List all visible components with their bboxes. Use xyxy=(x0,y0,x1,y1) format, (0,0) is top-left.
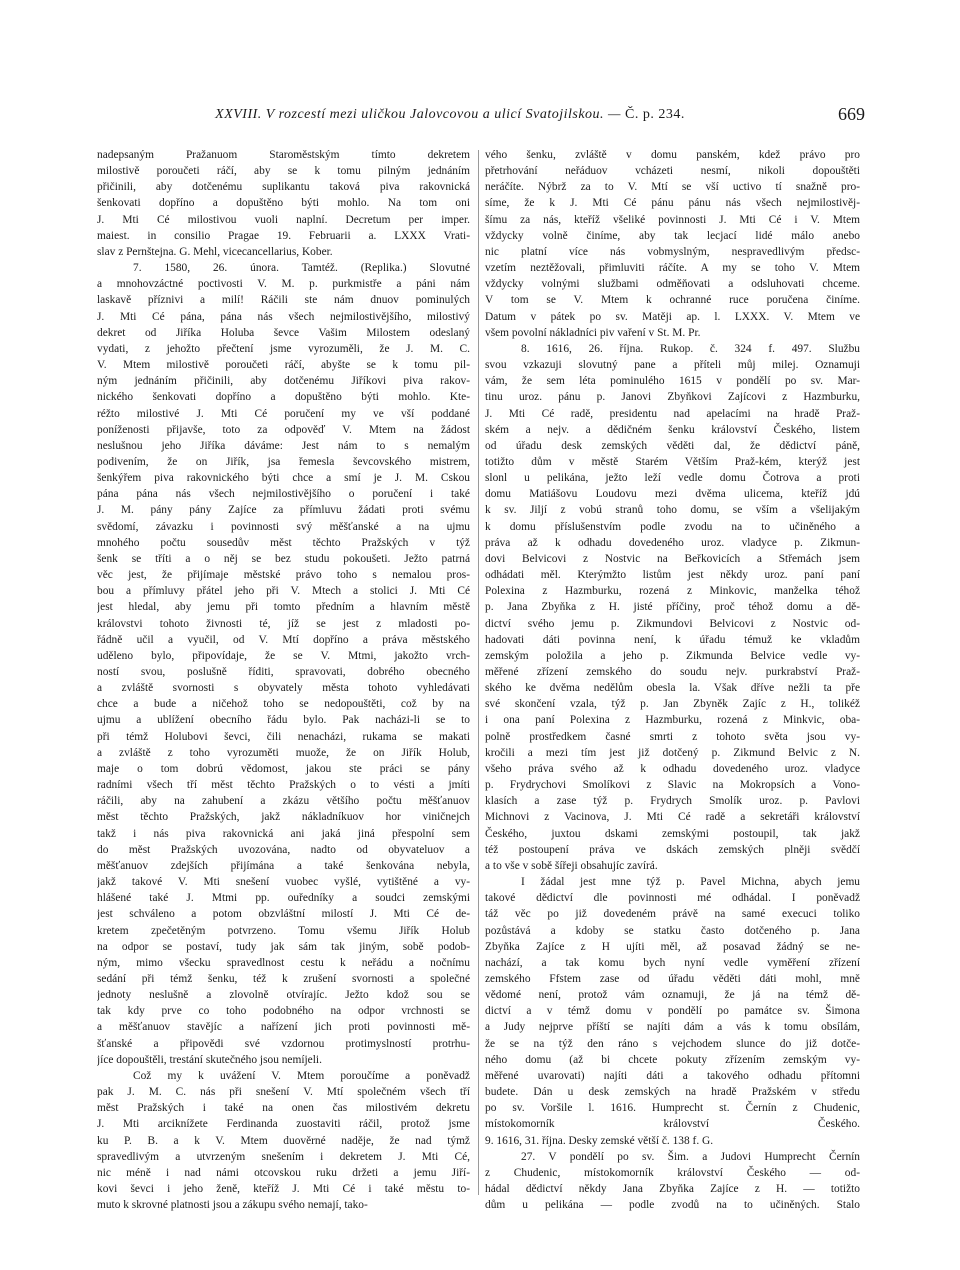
text-line: J. Mti Cé radě, presidentu nad apelacími na hradě Praž- xyxy=(485,407,860,420)
text-line: že se na týž den ráno s vejchodem slunce do již dotče- xyxy=(485,1037,860,1050)
text-line: a zvláště svornosti s obyvately města tohoto vyhledávati xyxy=(97,682,470,695)
text-line: všeho práva svého až k odhadu dovedeného uroz. vladyce xyxy=(485,762,860,775)
text-line: měřené zřízení zemského do soudu nejv. purkrabství Praž- xyxy=(485,666,860,678)
text-line: též postoupení práva ve dskách zemských plněji svědčí xyxy=(485,843,860,856)
text-line: Což my k uvážení V. Mtem poroučíme a poněvadž xyxy=(133,1069,470,1082)
text-line: poníženosti přijavše, toto za odpověď V. Mtem na žádost xyxy=(97,423,470,436)
text-line: takové dědictví dle povinnosti mé odhádal. I poněvadž xyxy=(485,892,860,905)
text-line: z Chudenic, místokomorník království Českého — od- xyxy=(485,1166,860,1179)
text-line: po sv. Voršile l. 1616. Humprecht st. Černín z Chudenic, xyxy=(485,1102,860,1115)
text-line: královstvi tohoto živnosti té, jíž se jest z mladosti po- xyxy=(97,617,470,630)
text-line: a to vše v sobě šířeji obsahujíc zavírá. xyxy=(485,859,658,872)
text-line: vědomé není, protož vám oznamuji, že já na témž dě- xyxy=(485,989,860,1002)
text-line: hádal dědictví někdy Jana Zbyňka Zajíce z H. — totižto xyxy=(485,1183,860,1195)
text-line: réžto milostivé J. Mti Cé poručení my ve vší poddané xyxy=(97,407,470,420)
text-line: slav z Pernštejna. G. Mehl, vicecancellarius, Kober. xyxy=(97,245,333,258)
text-line: kročili a mezi tím jest již dotčený p. Zikmund Belvic z N. xyxy=(485,746,860,759)
text-line: radními všech tří měst těchto Pražských o to vésti a jmíti xyxy=(97,779,470,792)
text-line: řádně učil a vyučil, od V. Mtí dopříno a práva městského xyxy=(97,633,470,646)
text-line: spravedlivým a utvrzeným snešením i dekretem J. Mti Cé, xyxy=(97,1150,470,1163)
text-line: ském a nejv. a dědičném šenku království Českého, listem xyxy=(485,423,860,436)
text-line: i ona paní Polexina z Hazmburku, rozená z Minkvic, oba- xyxy=(485,714,860,727)
text-line: takž i nás piva rakovnická ani jaká jiná přespolní sem xyxy=(97,827,470,840)
text-line: budete. Dán u desk zemských na hradě Pražském v středu xyxy=(485,1086,860,1099)
text-line: tinu uroz. pánu p. Janovi Zbyňkovi Zajícovi z Hazmburku, xyxy=(485,391,860,404)
text-line: Zbyňka Zajíce z H ujíti měl, až posavad žádný se ne- xyxy=(485,940,860,953)
text-line: vého šenku, zvláště v domu panském, kdež právo pro xyxy=(485,149,860,161)
text-line: chce a bude a ničehož toho se nedopouštěti, což by na xyxy=(97,698,470,711)
text-line: měst těchto Pražských, jakž nákladníkuov hor viničnejch xyxy=(97,811,470,824)
text-line: nachází, a tak komu bych nyní vedle vyměření zřízení xyxy=(485,956,860,969)
text-line: dictví a v témž domu v pondělí po památce sv. Šimona xyxy=(485,1005,860,1018)
text-line: měšťanuov zdejších přijímána a také šenkována nebyla, xyxy=(97,859,470,872)
text-line: ského ke dvěma nedělům obesla la. Však dříve nežli ta pře xyxy=(485,682,860,695)
text-line: všem povolní nákladníci piv vaření v St. M. Pr. xyxy=(485,326,701,339)
text-line: šenkýřem piva rakovnického býti chce a smí je J. M. Cskou xyxy=(97,472,470,485)
text-line: vzetím neztěžovali, přimluviti ráčíte. A my se toho V. Mtem xyxy=(485,262,860,275)
text-line: svědomí, závazku i povinnosti svý měšťanské a na ujmu xyxy=(97,520,470,533)
text-line: slonl u pelikána, ježto leží vedle domu Čotrova a proti xyxy=(485,472,860,485)
text-line: J. M. pány pány Zajíce za přímluvu žádati proti svému xyxy=(97,504,470,517)
column-divider xyxy=(478,150,479,1195)
text-line: Michnovi z Vacinova, J. Mti Cé radě a sekretáři království xyxy=(485,811,860,824)
text-line: zemského Ffstem zase od úřadu věděti dáti mohl, mně xyxy=(485,972,860,985)
text-line: hadovati dáti povinna není, k úřadu témuž ke vkladům xyxy=(485,633,860,646)
text-line: do měst Pražských uvozována, nadto od obyvateluov a xyxy=(97,843,470,856)
text-line: od úřadu desk zemských věděti dal, že dědictví páně, xyxy=(485,439,860,452)
text-line: dovi Belvicovi z Nostvic na Beřkovicích a Střemách jsem xyxy=(485,552,860,565)
text-line: měřené uvarovati) najíti dáti a takového odhadu přítomni xyxy=(485,1069,860,1082)
text-line: a měšťanuov stavějíc a nařízení jich proti povinnosti mě- xyxy=(97,1021,470,1034)
left-column xyxy=(97,147,470,1213)
chapter-title: XXVIII. V rozcestí mezi uličkou Jalovcovou a ulicí Svatojilskou. — xyxy=(215,107,621,122)
running-head-title xyxy=(95,107,805,123)
running-head xyxy=(95,104,865,128)
text-line: dům u pelikána — podle zvodů na to učiněných. Stalo xyxy=(485,1199,860,1212)
text-line: Datum v pátek po sv. Matěji ap. l. LXXX. V. Mtem ve xyxy=(485,310,860,323)
text-line: sedání při témž šenku, též k zrušení svornosti a společné xyxy=(97,972,470,985)
text-line: jest schváleno a potom obzvláštní milostí J. Mti Cé de- xyxy=(97,908,470,921)
text-line: nadepsaným Pražanuom Staroměstským tímto dekretem xyxy=(97,149,470,161)
text-line: kovi ševci i jeho ženě, kteříž J. Mti Cé i také městu to- xyxy=(97,1183,470,1195)
page-number: 669 xyxy=(838,104,865,124)
text-line: k sv. Jiljí z vobú stranů toho domu, se vším a všelijakým xyxy=(485,504,860,517)
text-line: přičinili, aby dotčenému suplikantu taková piva rakovnická xyxy=(97,181,470,194)
text-line: ným, mimo všecku spravedlnost cestu k neřádu a nočnímu xyxy=(97,956,470,969)
text-line: nického šenkovati dopříno a dopuštěno býti mohlo. Kte- xyxy=(97,391,470,404)
text-line: ného domu (až bi chcete pokuty zřízením zemským vy- xyxy=(485,1053,860,1066)
text-line: klasích a zase týž p. Frydrych Smolík uroz. p. Pavlovi xyxy=(485,795,860,808)
text-line: muto k skrovné platnosti jsou a zákupu svého nemají, tako- xyxy=(97,1199,368,1212)
text-line: J. Mti Cé pána, pána nás všech nejmilostivějšího, milostivý xyxy=(97,310,470,323)
text-line: kretem zpečetěným potvrzeno. Tomu všemu Jiřík Holub xyxy=(97,924,470,937)
text-line: 7. 1580, 26. února. Tamtéž. (Replika.) Slovutné xyxy=(133,262,470,275)
text-line: pána pána nás všech nejmilostivějšího o poručení i také xyxy=(97,488,470,501)
text-line: 8. 1616, 26. října. Rukop. č. 324 f. 497. Službu xyxy=(521,342,860,355)
text-line: při témž Holubovi ševci, čili nenacházi, rukama se makati xyxy=(97,730,470,743)
text-line: domu Matiášovu Loudovu mezi dvěma ulicema, kteříž jdú xyxy=(485,488,860,501)
text-line: hlášené také J. Mtmi pp. ouředníky a soudci zemskými xyxy=(97,892,470,905)
text-line: Českého, juxtou dskami zemskými postoupil, tak jakž xyxy=(485,827,860,840)
text-line: neráčíte. Nýbrž za to V. Mtí se vší uctivo tí snažně pro- xyxy=(485,181,860,194)
text-line: na odpor se postaví, tudy jak sám tak jiným, sobě podob- xyxy=(97,940,470,953)
text-line: vydati, z jehožto přečtení jsme vyrozuměli, že J. M. C. xyxy=(97,342,470,355)
text-line: a Judy nejprve příští se najíti dám a vás k tomu obsílám, xyxy=(485,1021,860,1034)
right-column xyxy=(485,147,860,1213)
text-line: vám, že sem léta pominulého 1615 v pondělí po sv. Mar- xyxy=(485,375,860,388)
text-line: a zvláště z toho vyrozuměti muože, že on Jiřík Holub, xyxy=(97,746,470,759)
text-line: k domu příslušenstvím podle zvodu na to učiněného a xyxy=(485,520,860,533)
text-line: V tom se V. Mtem k ochranné ruce poručena činíme. xyxy=(485,294,860,307)
text-line: šenk se tříti a o něj se bez studu pokoušeti. Ježto patrná xyxy=(97,552,470,565)
text-line: ujmu a ublížení obecního řádu bylo. Pak nacházi-li se to xyxy=(97,714,470,727)
text-line: dictví svého jemu p. Zikmundovi Belvicovi z Nostvic od- xyxy=(485,617,860,630)
text-line: uděleno bylo, připovídaje, že se V. Mtmi, jakožto vrch- xyxy=(97,649,470,662)
text-line: jíce dopouštěli, trestání skutečného jsou nemíjeli. xyxy=(97,1053,322,1066)
house-number: Č. p. 234. xyxy=(625,107,685,122)
text-line: své skončení vzala, týž p. Jan Zbyněk Zajíc z H., tolikéž xyxy=(485,698,860,711)
text-line: V. Mtem milostivě poroučeti ráčí, abyšte se k tomu pil- xyxy=(97,359,470,372)
text-line: totižto dům v městě Starém Větším Praž-kém, kterýž jest xyxy=(485,455,860,468)
text-line: polně prostředkem časné smrti z tohoto světa jsou vy- xyxy=(485,730,860,743)
text-line: milostivě poroučeti ráčí, aby se k tomu pilným jednáním xyxy=(97,165,470,178)
text-line: Polexina z Hazmburku, rozená z Minkovic, manželka téhož xyxy=(485,585,860,598)
text-line: měst Pražských i také na onen čas milostivém dekretu xyxy=(97,1102,470,1115)
text-line: neslušnou jeho Jiříka dáváme: Jest nám to s nemalým xyxy=(97,439,470,452)
text-line: síme, že k J. Mti Cé pánu pánu nás všech nejmilostivěj- xyxy=(485,197,860,210)
text-line: šenkovati dopříno a dopuštěno býti mohlo. Na tom oni xyxy=(97,197,470,210)
text-line: mnohého počtu sousedův měst těchto Pražských v týž xyxy=(97,536,470,549)
text-line: jakž takové V. Mti snešení vuobec vyšlé, vytištěné a vy- xyxy=(97,876,470,889)
text-line: jest hledal, aby jemu při tomto předním a hlavním městě xyxy=(97,601,470,614)
text-line: a mnohovzáctné poctivosti V. M. p. purkmistře a páni nám xyxy=(97,278,470,291)
text-line: 9. 1616, 31. října. Desky zemské větší č. 138 f. G. xyxy=(485,1134,714,1147)
text-line: pozůstává a kdoby se statku často dotčeného p. Jana xyxy=(485,924,860,937)
text-line: podivením, že on Jiřík, jsa řemesla ševcovského mistrem, xyxy=(97,455,470,468)
text-line: přetrhování neřáduov vcházeti nesmí, nikoli dopouštěti xyxy=(485,165,860,178)
text-line: ráčili, aby na zahubení a zkázu většího počtu měšťanuov xyxy=(97,795,470,808)
text-line: laskavě příznivi a milí! Ráčili ste nám dnuov pominulých xyxy=(97,294,470,307)
text-line: odhádati měl. Kterýmžto listům jest někdy uroz. paní paní xyxy=(485,569,860,582)
text-line: pak J. M. C. nás při snešení V. Mtí společném všech tří xyxy=(97,1086,470,1099)
text-line: věc jest, že přijímaje městské právo toho s nemalou pros- xyxy=(97,569,470,582)
text-line: šímu za nás, kteříž všeliké povinnosti J. Mti Cé i V. Mtem xyxy=(485,213,860,226)
text-line: svou vzkazuji slovutný pane a příteli můj milej. Oznamuji xyxy=(485,359,860,372)
text-line: nic platní více nás vobmyslným, nespravedlivým předsc- xyxy=(485,245,860,258)
text-line: J. Mti arciknížete Ferdinanda zuostaviti ráčil, protož jsme xyxy=(97,1118,470,1131)
text-line: 27. V pondělí po sv. Šim. a Judovi Humprecht Černín xyxy=(521,1150,860,1163)
text-line: maje o tom dobrú vědomost, jakou ste práci se pány xyxy=(97,762,470,775)
text-line: zemským položila a jeho p. Zikmunda Belvice vedle vy- xyxy=(485,649,860,662)
text-line: ným jednáním přičinili, aby dotčenému Jiříkovi piva rakov- xyxy=(97,375,470,388)
text-line: vždycky volně činíme, aby tak lecjací lidé málo anebo xyxy=(485,229,860,242)
text-line: p. Jana Zbyňka z H. jisté příčiny, proč téhož domu a dě- xyxy=(485,601,860,614)
text-line: tak kdy prve co toho podobného na odpor vrchnosti se xyxy=(97,1005,470,1018)
text-line: jednoty neslušně a zlovolně otvírajíc. Ježto kdož sou se xyxy=(97,989,470,1002)
text-line: nic méně i nad námi otcovskou ruku držeti a jemu Jiří- xyxy=(97,1166,470,1179)
text-line: J. Mti Cé milostivou vuoli naplní. Decretum per imper. xyxy=(97,213,470,226)
text-line: vždycky volnými službami odměňovati a odsluhovati chceme. xyxy=(485,278,860,291)
text-line: bou a přímluvy přátel jeho při V. Mtech a stolici J. Mti Cé xyxy=(97,585,470,598)
text-line: ku P. B. a k V. Mtem duověrné naděje, že nad týmž xyxy=(97,1134,470,1147)
text-line: maiest. in consilio Pragae 19. Februarii a. LXXX Vrati- xyxy=(97,229,470,242)
text-line: místokomorník království Českého. xyxy=(485,1118,860,1131)
text-line: šťanské a připovědi své vzdornou protimyslností protrhu- xyxy=(97,1037,470,1050)
text-line: dekret od Jiříka Holuba ševce Vašim Milostem odeslaný xyxy=(97,326,470,339)
text-line: I žádal jest mne týž p. Pavel Michna, abych jemu xyxy=(521,876,860,889)
text-line: ností svou, poslušně říditi, spravovati, dobrého obecného xyxy=(97,666,470,678)
text-line: táž věc po již dovedeném právě na samé execuci toliko xyxy=(485,908,860,921)
text-line: p. Frydrychovi Smolíkovi z Slavic na Mokropsích a Vono- xyxy=(485,779,860,792)
text-line: práva až k odhadu dovedeného uroz. vladyce p. Zikmun- xyxy=(485,536,860,549)
